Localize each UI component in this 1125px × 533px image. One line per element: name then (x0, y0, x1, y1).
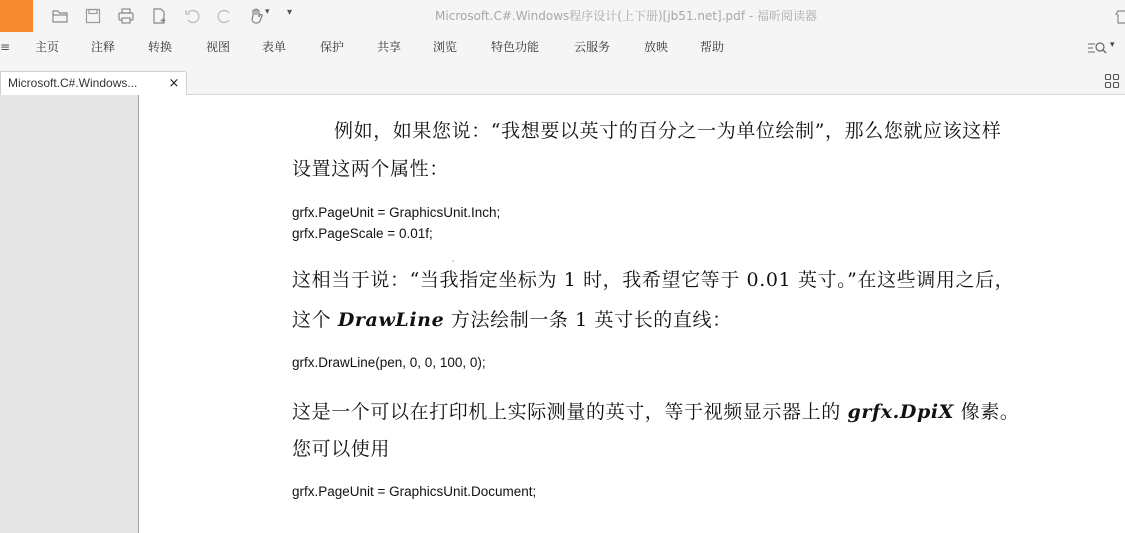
text-run: 像素。 (954, 401, 1020, 423)
document-tab[interactable] (0, 71, 187, 95)
tab-bar (0, 63, 1125, 95)
window-title: Microsoft.C#.Windows程序设计(上下册)[jb51.net].pdf - 福昕阅读器 (435, 9, 817, 23)
code-line: grfx.PageUnit = GraphicsUnit.Document; (292, 484, 537, 499)
menu-item-browse[interactable]: 浏览 (433, 40, 458, 54)
paragraph-line: 这相当于说：“当我指定坐标为 1 时，我希望它等于 0.01 英寸。”在这些调用之后， (292, 269, 1015, 291)
navigation-panel[interactable] (0, 95, 139, 533)
customize-dropdown-icon[interactable]: ▾ (287, 7, 293, 18)
search-dropdown[interactable] (1087, 40, 1121, 56)
text-run: 这是一个可以在打印机上实际测量的英寸，等于视频显示器上的 (292, 401, 848, 423)
menu-item-features[interactable]: 特色功能 (491, 40, 540, 54)
menu-item-cloud[interactable]: 云服务 (574, 40, 611, 54)
search-icon (1087, 40, 1109, 56)
text-run: 这个 (292, 309, 338, 331)
menu-item-slideshow[interactable]: 放映 (644, 40, 669, 54)
paragraph-line: 设置这两个属性： (292, 158, 449, 180)
menu-collapse-icon[interactable]: ≡ (0, 40, 11, 54)
menu-item-protect[interactable]: 保护 (320, 40, 345, 54)
menu-bar (0, 32, 1125, 63)
paragraph-line: 您可以使用 (292, 438, 391, 460)
chevron-down-icon: ▾ (1110, 40, 1115, 50)
title-bar (0, 0, 1125, 32)
code-line: grfx.PageUnit = GraphicsUnit.Inch; (292, 205, 501, 220)
code-line: grfx.DrawLine(pen, 0, 0, 100, 0); (292, 355, 486, 370)
grid-view-icon[interactable] (1104, 73, 1120, 89)
paragraph-line (292, 305, 732, 332)
hand-tool-dropdown[interactable]: ▾ (265, 7, 270, 17)
paragraph-line (292, 397, 1019, 424)
menu-item-share[interactable]: 共享 (377, 40, 402, 54)
pdf-page[interactable] (139, 95, 1125, 533)
menu-item-home[interactable]: 主页 (35, 40, 60, 54)
text-run: 方法绘制一条 1 英寸长的直线： (444, 309, 732, 331)
scan-mark: ˌ (452, 254, 455, 263)
menu-item-view[interactable]: 视图 (206, 40, 231, 54)
code-line: grfx.PageScale = 0.01f; (292, 226, 433, 241)
menu-item-comment[interactable]: 注释 (91, 40, 116, 54)
italic-term: grfx.DpiX (847, 401, 954, 423)
italic-term: DrawLine (337, 309, 445, 331)
paragraph-line: 例如，如果您说：“我想要以英寸的百分之一为单位绘制”，那么您就应该这样 (334, 120, 1002, 142)
menu-item-form[interactable]: 表单 (262, 40, 287, 54)
tab-label: Microsoft.C#.Windows... (8, 76, 138, 90)
skin-icon[interactable] (1115, 8, 1125, 24)
menu-item-convert[interactable]: 转换 (148, 40, 173, 54)
close-icon[interactable]: × (168, 76, 180, 91)
menu-item-help[interactable]: 帮助 (700, 40, 725, 54)
